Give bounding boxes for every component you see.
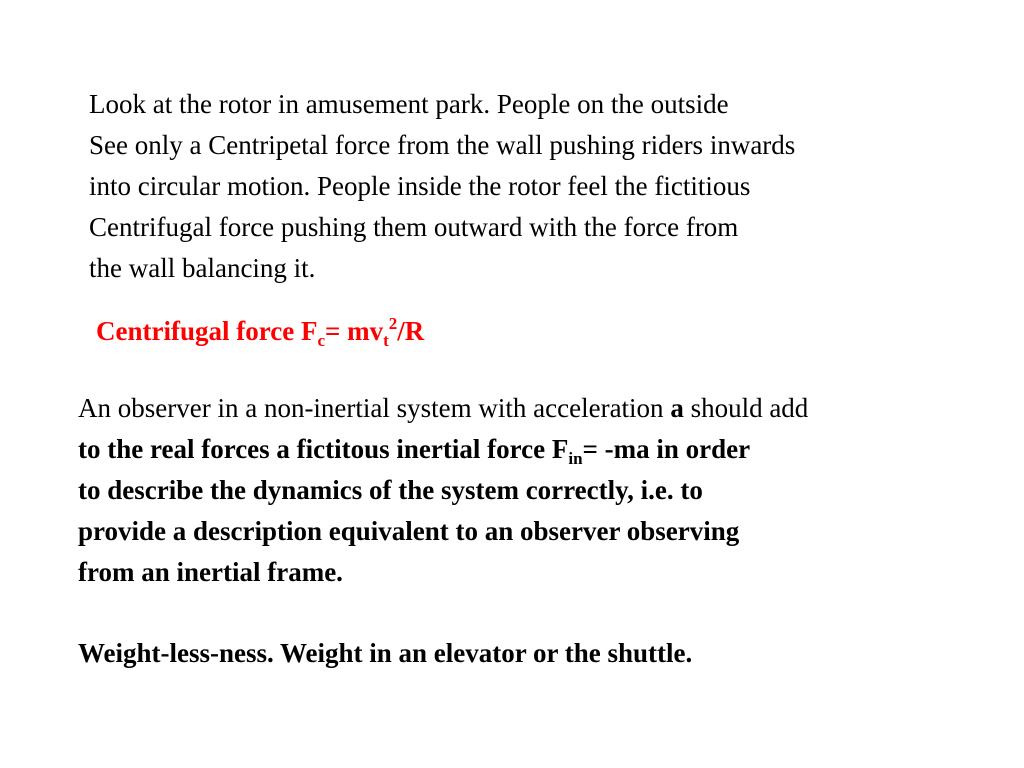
observer-line-3: to describe the dynamics of the system correctly, i.e. to xyxy=(78,475,703,505)
observer-line-4: provide a description equivalent to an observer observing xyxy=(78,516,740,546)
weightlessness-line: Weight-less-ness. Weight in an elevator or the shuttle. xyxy=(78,638,693,668)
formula-superscript-2: 2 xyxy=(388,314,398,333)
intro-line-5: the wall balancing it. xyxy=(89,253,316,283)
formula-prefix: Centrifugal force F xyxy=(96,316,318,346)
intro-line-2: See only a Centripetal force from the wall pushing riders inwards xyxy=(89,130,796,160)
observer-line-1-text: An observer in a non-inertial system with acceleration xyxy=(78,393,671,423)
acceleration-symbol: a xyxy=(670,393,684,423)
observer-paragraph xyxy=(78,388,808,593)
inertial-force-subscript: in xyxy=(568,449,583,468)
observer-line-5: from an inertial frame. xyxy=(78,557,343,587)
formula-middle: = mv xyxy=(324,316,384,346)
observer-line-2-end: = -ma in order xyxy=(582,434,751,464)
observer-line-2 xyxy=(78,429,808,470)
formula-subscript-t: t xyxy=(383,331,389,350)
intro-line-1: Look at the rotor in amusement park. People on the outside xyxy=(89,89,729,119)
centrifugal-force-formula xyxy=(96,309,424,353)
observer-line-1-end: should add xyxy=(683,393,809,423)
observer-line-2-text: to the real forces a fictitous inertial force F xyxy=(78,434,569,464)
formula-subscript-c: c xyxy=(317,331,325,350)
formula-suffix: /R xyxy=(397,316,425,346)
observer-line-1 xyxy=(78,388,808,429)
intro-line-3: into circular motion. People inside the rotor feel the fictitious xyxy=(89,171,751,201)
intro-paragraph xyxy=(89,84,795,289)
intro-line-4: Centrifugal force pushing them outward with the force from xyxy=(89,212,739,242)
